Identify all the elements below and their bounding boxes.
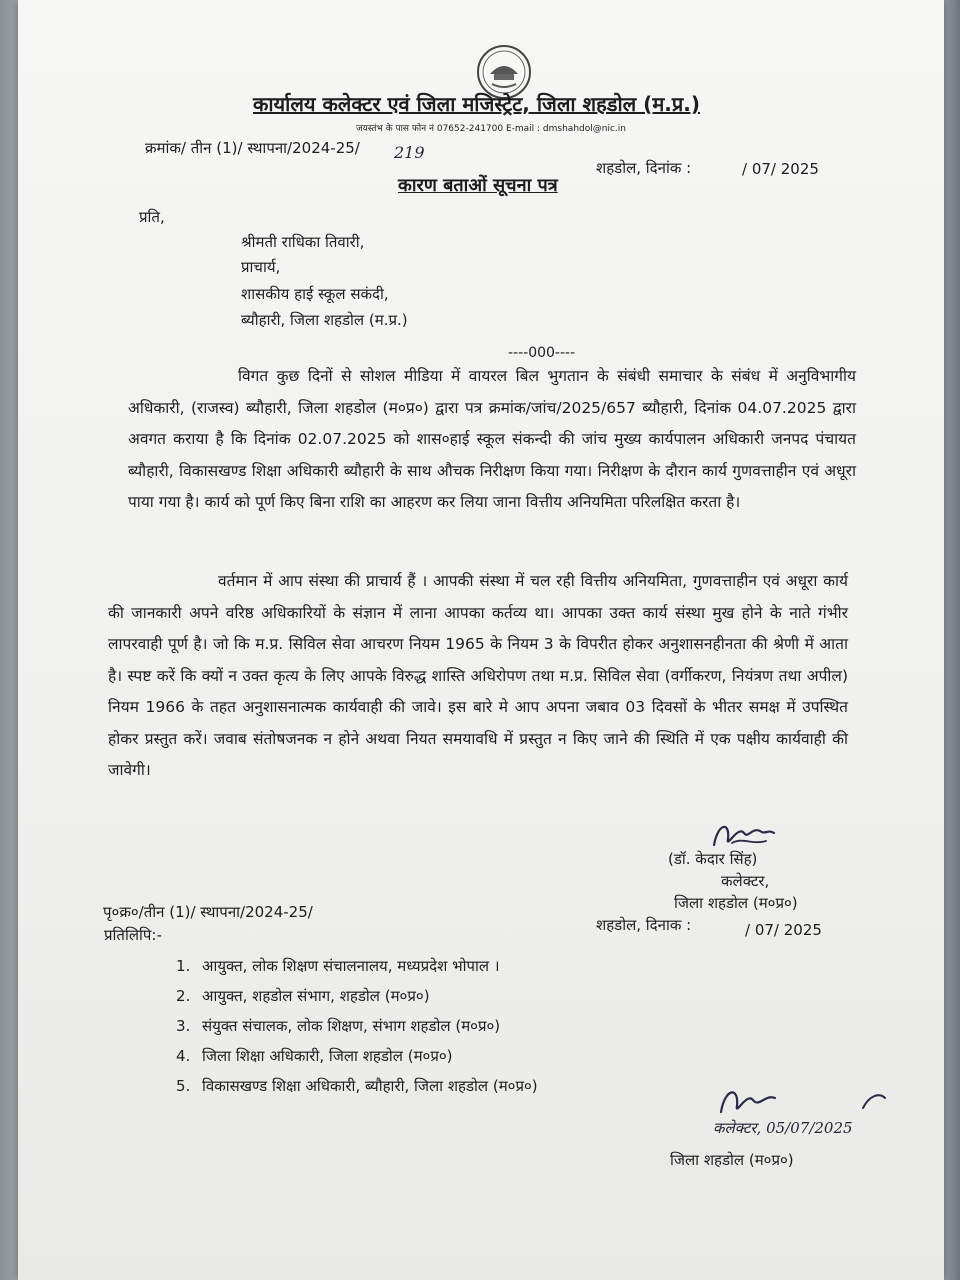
endorsement-date: / 07/ 2025 — [745, 921, 822, 939]
signatory-name: (डॉ. केदार सिंह) — [668, 850, 758, 868]
place-date-label: शहडोल, दिनांक : — [596, 159, 692, 177]
reference-number: क्रमांक/ तीन (1)/ स्थापना/2024-25/ — [145, 139, 360, 157]
addressee-line: श्रीमती राधिका तिवारी, — [241, 233, 365, 251]
paragraph-2-text: वर्तमान में आप संस्था की प्राचार्य हैं । आपकी संस्था में चल रही वित्तीय अनियमिता, गुणवत्ताहीन एवं अधूरा कार्य की जानकारी अपने वरिष्ठ अधिकारियों के संज्ञान में लाना आपका कर्तव्य था। आपका उक्त कार्य संस्था मुख होने के नाते गंभीर लापरवाही पूर्ण है। जो कि म.प्र. सिविल सेवा आचरण नियम 1965 के नियम 3 के विपरीत होकर अनुशासनहीनता की श्रेणी में आता है। स्पष्ट करें कि क्यों न उक्त कृत्य के लिए आपके विरुद्ध शास्ति अधिरोपण तथा म.प्र. सिविल सेवा (वर्गीकरण, नियंत्रण तथा अपील) नियम 1966 के तहत अनुशासनात्मक कार्यवाही की जावे। इस बारे मे आप अपना जबाव 03 दिवसों के भीतर समक्ष में उपस्थित होकर प्रस्तुत करें। जवाब संतोषजनक न होने अथवा नियत समयावधि में प्रस्तुत न किए जाने की स्थिति में एक पक्षीय कार्यवाही की जावेगी। — [108, 572, 848, 779]
addressee-line: प्राचार्य, — [241, 258, 281, 276]
endorsement-number: पृ०क्र०/तीन (1)/ स्थापना/2024-25/ — [103, 903, 313, 921]
contact-line: जयस्तंभ के पास फोन नं 07652-241700 E-mail : dmshahdol@nic.in — [356, 124, 626, 134]
list-item: 5. विकासखण्ड शिक्षा अधिकारी, ब्यौहारी, जिला शहडोल (म०प्र०) — [176, 1077, 538, 1095]
body-paragraph-1 — [128, 361, 856, 519]
to-label: प्रति, — [139, 208, 165, 226]
copy-recipient-list — [176, 951, 538, 1101]
handwritten-designation-date: कलेक्टर, 05/07/2025 — [713, 1119, 853, 1137]
signatory-designation: कलेक्टर, — [721, 872, 770, 890]
list-item: 2. आयुक्त, शहडोल संभाग, शहडोल (म०प्र०) — [176, 987, 430, 1005]
list-item: 4. जिला शिक्षा अधिकारी, जिला शहडोल (म०प्र०) — [176, 1047, 453, 1065]
subject-heading: कारण बताओं सूचना पत्र — [398, 175, 558, 196]
addressee-line: ब्यौहारी, जिला शहडोल (म.प्र.) — [241, 311, 408, 329]
separator: ----000---- — [508, 345, 576, 361]
list-item: 3. संयुक्त संचालक, लोक शिक्षण, संभाग शहडोल (म०प्र०) — [176, 1017, 501, 1035]
copy-to-label: प्रतिलिपि:- — [104, 926, 162, 944]
list-item: 1. आयुक्त, लोक शिक्षण संचालनालय, मध्यप्रदेश भोपाल । — [176, 957, 500, 975]
endorsement-place-date: शहडोल, दिनाक : — [596, 916, 692, 934]
office-title: कार्यालय कलेक्टर एवं जिला मजिस्ट्रेट, जिला शहडोल (म.प्र.) — [253, 92, 700, 116]
signatory-district: जिला शहडोल (म०प्र०) — [674, 894, 798, 912]
reference-number-handwritten: 219 — [394, 143, 425, 162]
addressee-line: शासकीय हाई स्कूल सकंदी, — [241, 285, 389, 303]
date-value: / 07/ 2025 — [742, 160, 819, 178]
paragraph-1-text: विगत कुछ दिनों से सोशल मीडिया में वायरल बिल भुगतान के संबंधी समाचार के संबंध में अनुविभागीय अधिकारी, (राजस्व) ब्यौहारी, जिला शहडोल (म०प्र०) द्वारा पत्र क्रमांक/जांच/2025/657 ब्यौहारी, दिनांक 04.07.2025 द्वारा अवगत कराया है कि दिनांक 02.07.2025 को शास०हाई स्कूल संकन्दी की जांच मुख्य कार्यपालन अधिकारी जनपद पंचायत ब्यौहारी, विकासखण्ड शिक्षा अधिकारी ब्यौहारी के साथ औचक निरीक्षण किया गया। निरीक्षण के दौरान कार्य गुणवत्ताहीन एवं अधूरा पाया गया है। कार्य को पूर्ण किए बिना राशि का आहरण कर लिया जाना वित्तीय अनियमिता परिलक्षित करता है। — [128, 367, 856, 511]
letter-page — [18, 0, 944, 1280]
body-paragraph-2 — [108, 566, 848, 787]
second-signatory-district: जिला शहडोल (म०प्र०) — [670, 1151, 794, 1169]
